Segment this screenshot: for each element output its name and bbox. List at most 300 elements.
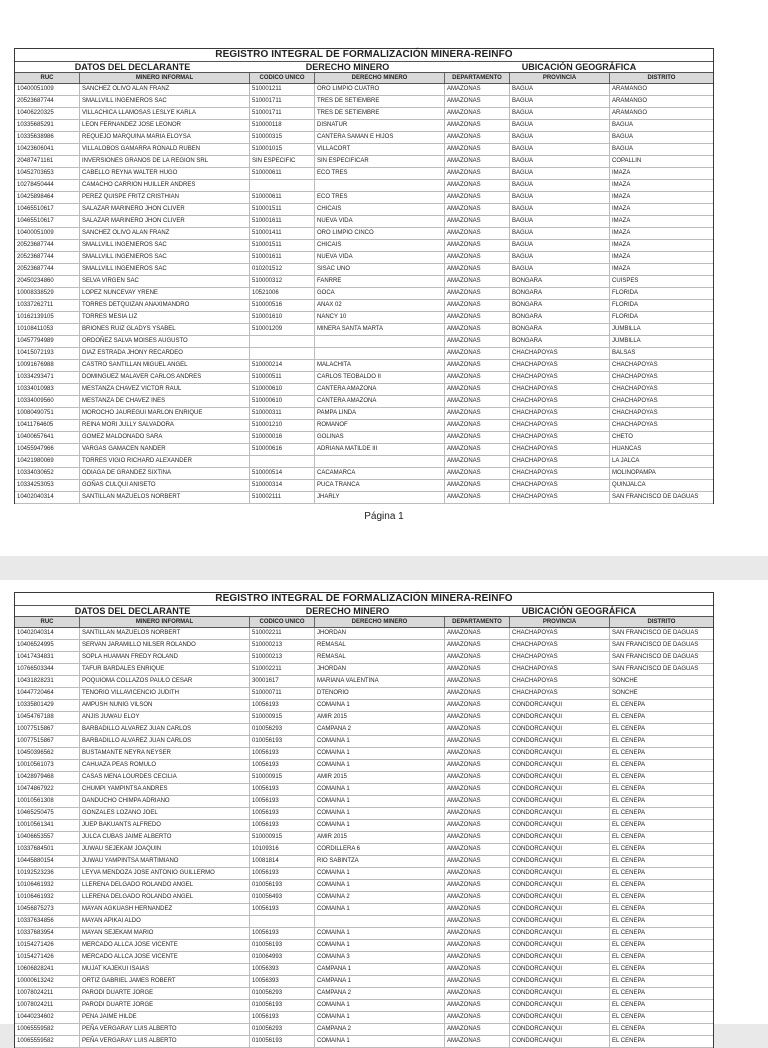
table-cell: CAMPANA 1 bbox=[315, 964, 445, 975]
table-cell: CONDORCANQUI bbox=[510, 916, 610, 927]
table-cell: 30001617 bbox=[250, 676, 315, 687]
table-row bbox=[15, 868, 713, 880]
table-cell: CAMPANA 1 bbox=[315, 976, 445, 987]
table-cell: AMAZONAS bbox=[445, 808, 510, 819]
table-cell: AMAZONAS bbox=[445, 628, 510, 639]
table-cell: BALSAS bbox=[612, 350, 636, 356]
table-cell: EL CENEPA bbox=[612, 966, 646, 972]
report-sheet bbox=[14, 592, 714, 1048]
table-cell: NUEVA VIDA bbox=[315, 216, 445, 227]
table-cell: IMAZA bbox=[612, 254, 631, 260]
table-cell: PEÑA VERGARAY LUIS ALBERTO bbox=[80, 1036, 250, 1047]
table-cell: 510001711 bbox=[250, 108, 315, 119]
table-cell: EL CENEPA bbox=[612, 1026, 646, 1032]
table-cell: CONDORCANQUI bbox=[510, 808, 610, 819]
table-cell: PEREZ QUISPE FRITZ CRISTHIAN bbox=[80, 192, 250, 203]
table-cell: ARAMANGO bbox=[612, 110, 648, 116]
table-row bbox=[15, 820, 713, 832]
table-cell: 10406220325 bbox=[15, 108, 80, 119]
table-cell: TRES DE SETIEMBRE bbox=[315, 108, 445, 119]
table-cell: AMAZONAS bbox=[445, 868, 510, 879]
table-cell: CANTERA AMAZONA bbox=[315, 384, 445, 395]
table-cell: CONDORCANQUI bbox=[510, 892, 610, 903]
table-cell: CONDORCANQUI bbox=[510, 880, 610, 891]
table-cell: CARLOS TEOBALDO II bbox=[315, 372, 445, 383]
table-cell: CHACHAPOYAS bbox=[510, 432, 610, 443]
table-cell: 510001411 bbox=[250, 228, 315, 239]
table-cell: CONDORCANQUI bbox=[510, 952, 610, 963]
table-cell: BONGARA bbox=[510, 276, 610, 287]
table-cell: COMAINA 1 bbox=[315, 1036, 445, 1047]
table-cell: 510000213 bbox=[250, 640, 315, 651]
table-cell: 10065559582 bbox=[15, 1024, 80, 1035]
table-cell: BAGUA bbox=[510, 240, 610, 251]
table-cell: CHACHAPOYAS bbox=[510, 348, 610, 359]
table-cell: AMAZONAS bbox=[445, 784, 510, 795]
table-cell: CONDORCANQUI bbox=[510, 784, 610, 795]
table-cell: CONDORCANQUI bbox=[510, 988, 610, 999]
table-cell: AMIR 2015 bbox=[315, 712, 445, 723]
table-cell: 10056393 bbox=[250, 976, 315, 987]
table-cell: AMAZONAS bbox=[445, 84, 510, 95]
table-row bbox=[15, 252, 713, 264]
table-cell: SAN FRANCISCO DE DAGUAS bbox=[612, 654, 699, 660]
group-header-ubicacion: UBICACIÓN GEOGRÁFICA bbox=[521, 606, 637, 616]
table-cell: COMAINA 1 bbox=[315, 748, 445, 759]
table-cell: CONDORCANQUI bbox=[510, 724, 610, 735]
table-cell: VILLALOBOS GAMARRA RONALD RUBEN bbox=[80, 144, 250, 155]
table-cell: 510000915 bbox=[250, 832, 315, 843]
table-cell: AMAZONAS bbox=[445, 204, 510, 215]
table-cell: AMAZONAS bbox=[445, 820, 510, 831]
table-cell: 510000611 bbox=[250, 192, 315, 203]
table-cell: BAGUA bbox=[510, 204, 610, 215]
group-header-derecho: DERECHO MINERO bbox=[305, 62, 390, 72]
table-cell: 510002211 bbox=[250, 664, 315, 675]
table-cell: JUMBILLA bbox=[612, 338, 641, 344]
table-cell: 10337683954 bbox=[15, 928, 80, 939]
table-cell: AMAZONAS bbox=[445, 456, 510, 467]
table-cell: CHICAIS bbox=[315, 204, 445, 215]
table-cell: CHACHAPOYAS bbox=[510, 664, 610, 675]
table-cell: 010056193 bbox=[250, 736, 315, 747]
table-cell: CHACHAPOYAS bbox=[612, 422, 658, 428]
table-cell: DOMINGUEZ MALAVER CARLOS ANDRES bbox=[80, 372, 250, 383]
table-cell: CHUMPI YAMPINTSA ANDRES bbox=[80, 784, 250, 795]
table-row bbox=[15, 324, 713, 336]
table-cell: TAFUR BARDALES ENRIQUE bbox=[80, 664, 250, 675]
table-cell: AMAZONAS bbox=[445, 676, 510, 687]
table-cell: BARBADILLO ALVAREZ JUAN CARLOS bbox=[80, 736, 250, 747]
table-cell: CONDORCANQUI bbox=[510, 940, 610, 951]
table-cell: BONGARA bbox=[510, 336, 610, 347]
table-cell: CUISPES bbox=[612, 278, 639, 284]
table-cell: AMAZONAS bbox=[445, 640, 510, 651]
table-cell: 010056193 bbox=[250, 1036, 315, 1047]
table-cell: LLERENA DELGADO ROLANDO ANGEL bbox=[80, 892, 250, 903]
table-cell: CAMPANA 2 bbox=[315, 988, 445, 999]
table-cell: AMAZONAS bbox=[445, 928, 510, 939]
table-cell: DANDUCHO CHIMPA ADRIANO bbox=[80, 796, 250, 807]
column-header: CODICO UNICO bbox=[250, 617, 315, 627]
table-cell: AMAZONAS bbox=[445, 736, 510, 747]
table-cell: TORRES VIGIO RICHARD ALEXANDER bbox=[80, 456, 250, 467]
table-cell: BAGUA bbox=[612, 122, 634, 128]
table-cell: GONZALES LOZANO JOEL bbox=[80, 808, 250, 819]
table-cell: 10078024211 bbox=[15, 1000, 80, 1011]
table-cell: CHACHAPOYAS bbox=[510, 480, 610, 491]
table-cell: CHACHAPOYAS bbox=[510, 676, 610, 687]
table-row bbox=[15, 228, 713, 240]
column-header: PROVINCIA bbox=[510, 617, 610, 627]
table-cell: ORO LIMPIO CUATRO bbox=[315, 84, 445, 95]
table-cell: 10431828231 bbox=[15, 676, 80, 687]
table-cell: AMAZONAS bbox=[445, 664, 510, 675]
group-header-row bbox=[15, 62, 713, 73]
table-cell: MESTANZA DE CHAVEZ INES bbox=[80, 396, 250, 407]
table-cell: 10417434831 bbox=[15, 652, 80, 663]
table-cell: AMAZONAS bbox=[445, 360, 510, 371]
table-row bbox=[15, 784, 713, 796]
table-cell: JHORDAN bbox=[315, 664, 445, 675]
table-cell: 510000314 bbox=[250, 480, 315, 491]
table-cell: AMPUSH NUNIG VILSON bbox=[80, 700, 250, 711]
table-cell: 510001210 bbox=[250, 420, 315, 431]
table-cell: BARBADILLO ALVAREZ JUAN CARLOS bbox=[80, 724, 250, 735]
table-cell: 10521006 bbox=[250, 288, 315, 299]
table-cell: 10335638986 bbox=[15, 132, 80, 143]
table-cell: 10078024211 bbox=[15, 988, 80, 999]
table-cell bbox=[315, 916, 445, 927]
table-cell: BAGUA bbox=[510, 216, 610, 227]
table-cell: AMAZONAS bbox=[445, 492, 510, 503]
table-cell: BAGUA bbox=[510, 228, 610, 239]
table-row bbox=[15, 940, 713, 952]
table-cell: 510001711 bbox=[250, 96, 315, 107]
table-row bbox=[15, 84, 713, 96]
table-cell: MOROCHO JAUREGUI MARLON ENRIQUE bbox=[80, 408, 250, 419]
table-row bbox=[15, 120, 713, 132]
table-cell: EL CENEPA bbox=[612, 882, 646, 888]
table-cell: 10425898464 bbox=[15, 192, 80, 203]
table-cell: 10406524995 bbox=[15, 640, 80, 651]
table-row bbox=[15, 408, 713, 420]
table-cell: 10474867922 bbox=[15, 784, 80, 795]
table-cell: 10334253053 bbox=[15, 480, 80, 491]
table-cell: CHACHAPOYAS bbox=[612, 386, 658, 392]
table-cell: ORDOÑEZ SALVA MOISES AUGUSTO bbox=[80, 336, 250, 347]
table-cell: 010056293 bbox=[250, 988, 315, 999]
table-cell: CASAS MENA LOURDES CECILIA bbox=[80, 772, 250, 783]
table-cell: 510001511 bbox=[250, 240, 315, 251]
table-row bbox=[15, 1024, 713, 1036]
table-cell: CHACHAPOYAS bbox=[612, 374, 658, 380]
table-cell: BAGUA bbox=[510, 132, 610, 143]
table-cell: COMAINA 1 bbox=[315, 760, 445, 771]
table-cell: IMAZA bbox=[612, 242, 631, 248]
table-cell: NANCY 10 bbox=[315, 312, 445, 323]
table-cell: 10065559582 bbox=[15, 1036, 80, 1047]
table-cell: AMAZONAS bbox=[445, 1036, 510, 1047]
table-cell: SAN FRANCISCO DE DAGUAS bbox=[612, 630, 699, 636]
table-row bbox=[15, 748, 713, 760]
table-cell: BAGUA bbox=[612, 134, 634, 140]
table-cell: CAMPANA 2 bbox=[315, 724, 445, 735]
table-cell: AMAZONAS bbox=[445, 408, 510, 419]
table-cell: AMAZONAS bbox=[445, 892, 510, 903]
table-cell: 510001211 bbox=[250, 84, 315, 95]
table-cell: IMAZA bbox=[612, 266, 631, 272]
table-cell: BONGARA bbox=[510, 288, 610, 299]
table-cell: CONDORCANQUI bbox=[510, 868, 610, 879]
table-cell: 10337684501 bbox=[15, 844, 80, 855]
table-cell: AMAZONAS bbox=[445, 252, 510, 263]
table-cell: CHACHAPOYAS bbox=[510, 492, 610, 503]
table-cell: 10108411053 bbox=[15, 324, 80, 335]
table-cell: CHACHAPOYAS bbox=[510, 396, 610, 407]
table-cell: 10056193 bbox=[250, 868, 315, 879]
table-cell: AMAZONAS bbox=[445, 264, 510, 275]
column-header: PROVINCIA bbox=[510, 73, 610, 83]
table-row bbox=[15, 976, 713, 988]
table-cell: 10056193 bbox=[250, 808, 315, 819]
table-cell: COMAINA 1 bbox=[315, 796, 445, 807]
table-cell: AMAZONAS bbox=[445, 480, 510, 491]
table-row bbox=[15, 724, 713, 736]
table-cell: 510000312 bbox=[250, 276, 315, 287]
table-row bbox=[15, 492, 713, 504]
table-cell: 10154271426 bbox=[15, 952, 80, 963]
table-row bbox=[15, 928, 713, 940]
table-cell: CANTERA SAMAN E HIJOS bbox=[315, 132, 445, 143]
table-cell: VILLACORT bbox=[315, 144, 445, 155]
table-cell: COMAINA 1 bbox=[315, 700, 445, 711]
table-cell: CHACHAPOYAS bbox=[510, 408, 610, 419]
table-row bbox=[15, 204, 713, 216]
column-header-row bbox=[15, 73, 713, 84]
table-cell: 10335685291 bbox=[15, 120, 80, 131]
table-cell: GOLINAS bbox=[315, 432, 445, 443]
table-cell: 10440234602 bbox=[15, 1012, 80, 1023]
table-cell: AMAZONAS bbox=[445, 144, 510, 155]
table-cell: CONDORCANQUI bbox=[510, 736, 610, 747]
table-cell: EL CENEPA bbox=[612, 942, 646, 948]
table-cell: JHORDAN bbox=[315, 628, 445, 639]
group-header-derecho: DERECHO MINERO bbox=[305, 606, 390, 616]
table-cell: COMAINA 3 bbox=[315, 952, 445, 963]
table-cell: REINA MORI JULLY SALVADORA bbox=[80, 420, 250, 431]
table-cell: ANAX 02 bbox=[315, 300, 445, 311]
table-row bbox=[15, 396, 713, 408]
table-cell: CHACHAPOYAS bbox=[510, 688, 610, 699]
table-cell: 010056293 bbox=[250, 1024, 315, 1035]
table-cell: LOPEZ NUNCEVAY YRENE bbox=[80, 288, 250, 299]
table-cell: AMAZONAS bbox=[445, 1012, 510, 1023]
table-cell: BAGUA bbox=[510, 120, 610, 131]
table-cell: AMAZONAS bbox=[445, 844, 510, 855]
table-cell: AMAZONAS bbox=[445, 916, 510, 927]
table-cell bbox=[315, 348, 445, 359]
table-cell: COMAINA 2 bbox=[315, 892, 445, 903]
table-cell: 510000315 bbox=[250, 132, 315, 143]
table-cell: AMAZONAS bbox=[445, 372, 510, 383]
table-cell: 510001015 bbox=[250, 144, 315, 155]
table-cell: 510002211 bbox=[250, 628, 315, 639]
table-cell: IMAZA bbox=[612, 218, 631, 224]
table-row bbox=[15, 700, 713, 712]
table-cell: EL CENEPA bbox=[612, 1014, 646, 1020]
table-cell: AMAZONAS bbox=[445, 300, 510, 311]
table-cell: JUWAU SEJEKAM JOAQUIN bbox=[80, 844, 250, 855]
table-cell: POQUIOMA COLLAZOS PAULO CESAR bbox=[80, 676, 250, 687]
table-cell: 510000915 bbox=[250, 712, 315, 723]
table-cell: MALACHITA bbox=[315, 360, 445, 371]
table-cell: VARGAS GAMACEN NANDER bbox=[80, 444, 250, 455]
table-cell: BAGUA bbox=[510, 168, 610, 179]
table-cell: IMAZA bbox=[612, 206, 631, 212]
table-cell: BAGUA bbox=[510, 192, 610, 203]
column-header: RUC bbox=[15, 617, 80, 627]
table-row bbox=[15, 736, 713, 748]
table-cell: LEYVA MENDOZA JOSE ANTONIO GUILLERMO bbox=[80, 868, 250, 879]
table-cell bbox=[250, 336, 315, 347]
table-cell: 10056193 bbox=[250, 796, 315, 807]
table-cell: 10452703653 bbox=[15, 168, 80, 179]
table-row bbox=[15, 288, 713, 300]
table-row bbox=[15, 132, 713, 144]
table-cell: SAN FRANCISCO DE DAGUAS bbox=[612, 642, 699, 648]
table-cell: EL CENEPA bbox=[612, 930, 646, 936]
table-cell: 20523687744 bbox=[15, 264, 80, 275]
column-header: CODICO UNICO bbox=[250, 73, 315, 83]
table-cell: MAYAN AGKUASH HERNANDEZ bbox=[80, 904, 250, 915]
table-cell: CHACHAPOYAS bbox=[510, 384, 610, 395]
table-cell: AMAZONAS bbox=[445, 856, 510, 867]
table-cell: AMAZONAS bbox=[445, 192, 510, 203]
table-cell: FLORIDA bbox=[612, 302, 639, 308]
table-cell: COPALLIN bbox=[612, 158, 642, 164]
table-cell: BUSTAMANTE NEYRA NEYSER bbox=[80, 748, 250, 759]
table-cell: VILLACHICA LLAMOSAS LESLYE KARLA bbox=[80, 108, 250, 119]
table-row bbox=[15, 372, 713, 384]
table-cell: NUEVA VIDA bbox=[315, 252, 445, 263]
table-cell: 510001209 bbox=[250, 324, 315, 335]
table-row bbox=[15, 468, 713, 480]
table-cell: AMAZONAS bbox=[445, 396, 510, 407]
table-body bbox=[15, 628, 713, 1048]
table-cell: ADRIANA MATILDE III bbox=[315, 444, 445, 455]
table-cell: BRIONES RUIZ GLADYS YSABEL bbox=[80, 324, 250, 335]
table-cell: 510000915 bbox=[250, 772, 315, 783]
table-cell: AMAZONAS bbox=[445, 940, 510, 951]
table-cell: 510002111 bbox=[250, 492, 315, 503]
table-cell: 10106461932 bbox=[15, 880, 80, 891]
table-cell: SIN ESPECIFICAR bbox=[315, 156, 445, 167]
table-cell: CHACHAPOYAS bbox=[510, 360, 610, 371]
table-cell: EL CENEPA bbox=[612, 978, 646, 984]
table-row bbox=[15, 808, 713, 820]
table-cell: MAYAN SEJEKAM MARIO bbox=[80, 928, 250, 939]
column-header-row bbox=[15, 617, 713, 628]
table-cell: AMAZONAS bbox=[445, 772, 510, 783]
table-cell: FANRRE bbox=[315, 276, 445, 287]
table-cell: MUJAT KAJEKUI ISAIAS bbox=[80, 964, 250, 975]
table-cell: 510000516 bbox=[250, 300, 315, 311]
table-row bbox=[15, 96, 713, 108]
table-cell: CABELLO REYNA WALTER HUGO bbox=[80, 168, 250, 179]
table-cell: EL CENEPA bbox=[612, 870, 646, 876]
table-cell: COMAINA 1 bbox=[315, 928, 445, 939]
table-cell: IMAZA bbox=[612, 194, 631, 200]
table-cell: CANTERA AMAZONA bbox=[315, 396, 445, 407]
table-cell: AMAZONAS bbox=[445, 180, 510, 191]
table-cell: 10334293471 bbox=[15, 372, 80, 383]
table-cell: SMALLVILL INGENIEROS SAC bbox=[80, 264, 250, 275]
table-cell: EL CENEPA bbox=[612, 762, 646, 768]
table-cell: 10457794989 bbox=[15, 336, 80, 347]
table-cell: 10162139105 bbox=[15, 312, 80, 323]
table-cell bbox=[250, 180, 315, 191]
table-cell: 010064993 bbox=[250, 952, 315, 963]
table-cell: CHACHAPOYAS bbox=[510, 456, 610, 467]
table-cell: GOMEZ MALDONADO SARA bbox=[80, 432, 250, 443]
table-cell: 10010561308 bbox=[15, 796, 80, 807]
table-cell: SMALLVILL INGENIEROS SAC bbox=[80, 96, 250, 107]
table-cell: IMAZA bbox=[612, 170, 631, 176]
table-row bbox=[15, 336, 713, 348]
table-row bbox=[15, 904, 713, 916]
table-cell: AMAZONAS bbox=[445, 168, 510, 179]
table-row bbox=[15, 628, 713, 640]
table-cell: 10428979468 bbox=[15, 772, 80, 783]
table-cell: AMAZONAS bbox=[445, 108, 510, 119]
column-header: DISTRITO bbox=[647, 619, 676, 625]
table-cell: CONDORCANQUI bbox=[510, 1024, 610, 1035]
table-row bbox=[15, 796, 713, 808]
table-cell: SMALLVILL INGENIEROS SAC bbox=[80, 252, 250, 263]
table-cell: AMAZONAS bbox=[445, 288, 510, 299]
table-cell: 20450234860 bbox=[15, 276, 80, 287]
table-cell: ORO LIMPIO CINCO bbox=[315, 228, 445, 239]
table-row bbox=[15, 192, 713, 204]
table-cell: 510001610 bbox=[250, 312, 315, 323]
table-cell: 10335801429 bbox=[15, 700, 80, 711]
table-cell: FLORIDA bbox=[612, 290, 639, 296]
table-cell: BAGUA bbox=[510, 156, 610, 167]
table-cell: ARAMANGO bbox=[612, 86, 648, 92]
table-row bbox=[15, 880, 713, 892]
table-cell: CONDORCANQUI bbox=[510, 760, 610, 771]
column-header: MINERO INFORMAL bbox=[80, 617, 250, 627]
table-row bbox=[15, 640, 713, 652]
table-cell: CONDORCANQUI bbox=[510, 832, 610, 843]
table-cell: 10450396562 bbox=[15, 748, 80, 759]
table-row bbox=[15, 432, 713, 444]
table-cell: LLERENA DELGADO ROLANDO ANGEL bbox=[80, 880, 250, 891]
table-cell: 10010561073 bbox=[15, 760, 80, 771]
table-cell: GOCA bbox=[315, 288, 445, 299]
table-cell: 10766503344 bbox=[15, 664, 80, 675]
table-row bbox=[15, 1012, 713, 1024]
table-cell: 510000118 bbox=[250, 120, 315, 131]
table-cell: CHACHAPOYAS bbox=[612, 398, 658, 404]
table-row bbox=[15, 300, 713, 312]
table-cell: REMASAL bbox=[315, 652, 445, 663]
table-cell: 510000610 bbox=[250, 384, 315, 395]
table-cell: CONDORCANQUI bbox=[510, 796, 610, 807]
table-cell: 10077515867 bbox=[15, 724, 80, 735]
table-cell: 010056493 bbox=[250, 892, 315, 903]
